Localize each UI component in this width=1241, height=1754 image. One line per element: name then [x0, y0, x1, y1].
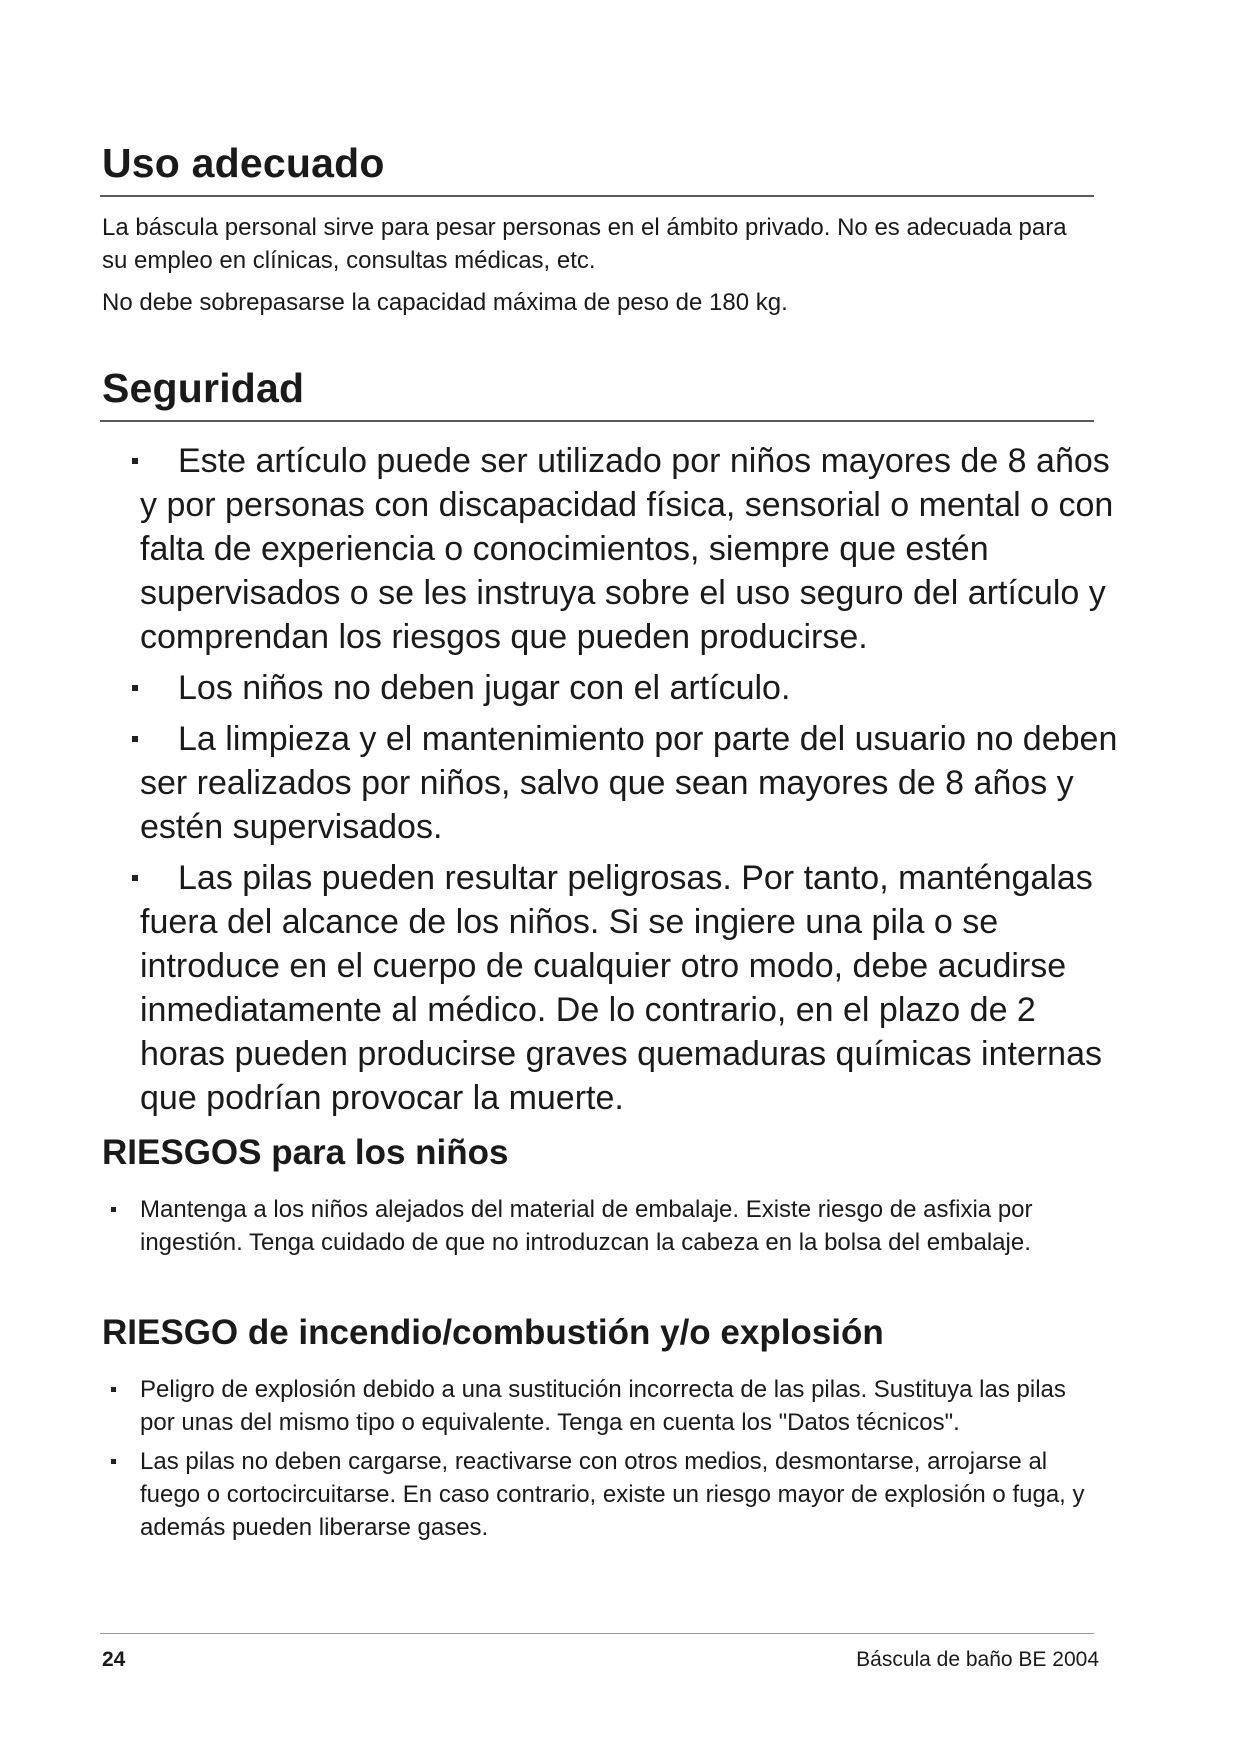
children-risk-list	[140, 1193, 1100, 1265]
paragraph-uso-2: No debe sobrepasarse la capacidad máxima de peso de 180 kg.	[102, 289, 788, 316]
heading-seguridad: Seguridad	[102, 365, 305, 411]
paragraph-uso-1: La báscula personal sirve para pesar personas en el ámbito privado. No es adecuada para su empleo en clínicas, consultas médicas, etc.	[102, 214, 1067, 274]
safety-list	[140, 439, 1130, 1127]
list-item: La limpieza y el mantenimiento por parte del usuario no deben ser realizados por niños, salvo que sean mayores de 8 años y estén supervisados.	[140, 717, 1130, 849]
list-item: Las pilas no deben cargarse, reactivarse con otros medios, desmontarse, arrojarse al fuego o cortocircuitarse. En caso contrario, existe un riesgo mayor de explosión o fuga, y además pueden liberarse gases.	[140, 1445, 1100, 1544]
fire-risk-list	[140, 1373, 1100, 1550]
heading-riesgo-incendio: RIESGO de incendio/combustión y/o explosión	[102, 1313, 884, 1352]
footer-rule	[100, 1633, 1094, 1634]
heading-uso-adecuado: Uso adecuado	[102, 140, 385, 186]
heading-rule	[100, 195, 1094, 197]
heading-riesgos-ninos: RIESGOS para los niños	[102, 1133, 509, 1172]
footer-product-title: Báscula de baño BE 2004	[856, 1648, 1099, 1671]
page-number: 24	[102, 1648, 126, 1671]
list-item: Este artículo puede ser utilizado por niños mayores de 8 años y por personas con discapacidad física, sensorial o mental o con falta de experiencia o conocimientos, siempre que estén supervisados o se les instruya sobre el uso seguro del artículo y comprendan los riesgos que pueden producirse.	[140, 439, 1130, 659]
list-item: Las pilas pueden resultar peligrosas. Por tanto, manténgalas fuera del alcance de los niños. Si se ingiere una pila o se introduce en el cuerpo de cualquier otro modo, debe acudirse inmediatamente al médico. De lo contrario, en el plazo de 2 horas pueden producirse graves quemaduras químicas internas que podrían provocar la muerte.	[140, 856, 1130, 1120]
list-item: Peligro de explosión debido a una sustitución incorrecta de las pilas. Sustituya las pilas por unas del mismo tipo o equivalente. Tenga en cuenta los "Datos técnicos".	[140, 1373, 1100, 1439]
list-item: Mantenga a los niños alejados del material de embalaje. Existe riesgo de asfixia por ingestión. Tenga cuidado de que no introduzcan la cabeza en la bolsa del embalaje.	[140, 1193, 1100, 1259]
list-item: Los niños no deben jugar con el artículo.	[140, 666, 1130, 710]
heading-rule	[100, 420, 1094, 422]
